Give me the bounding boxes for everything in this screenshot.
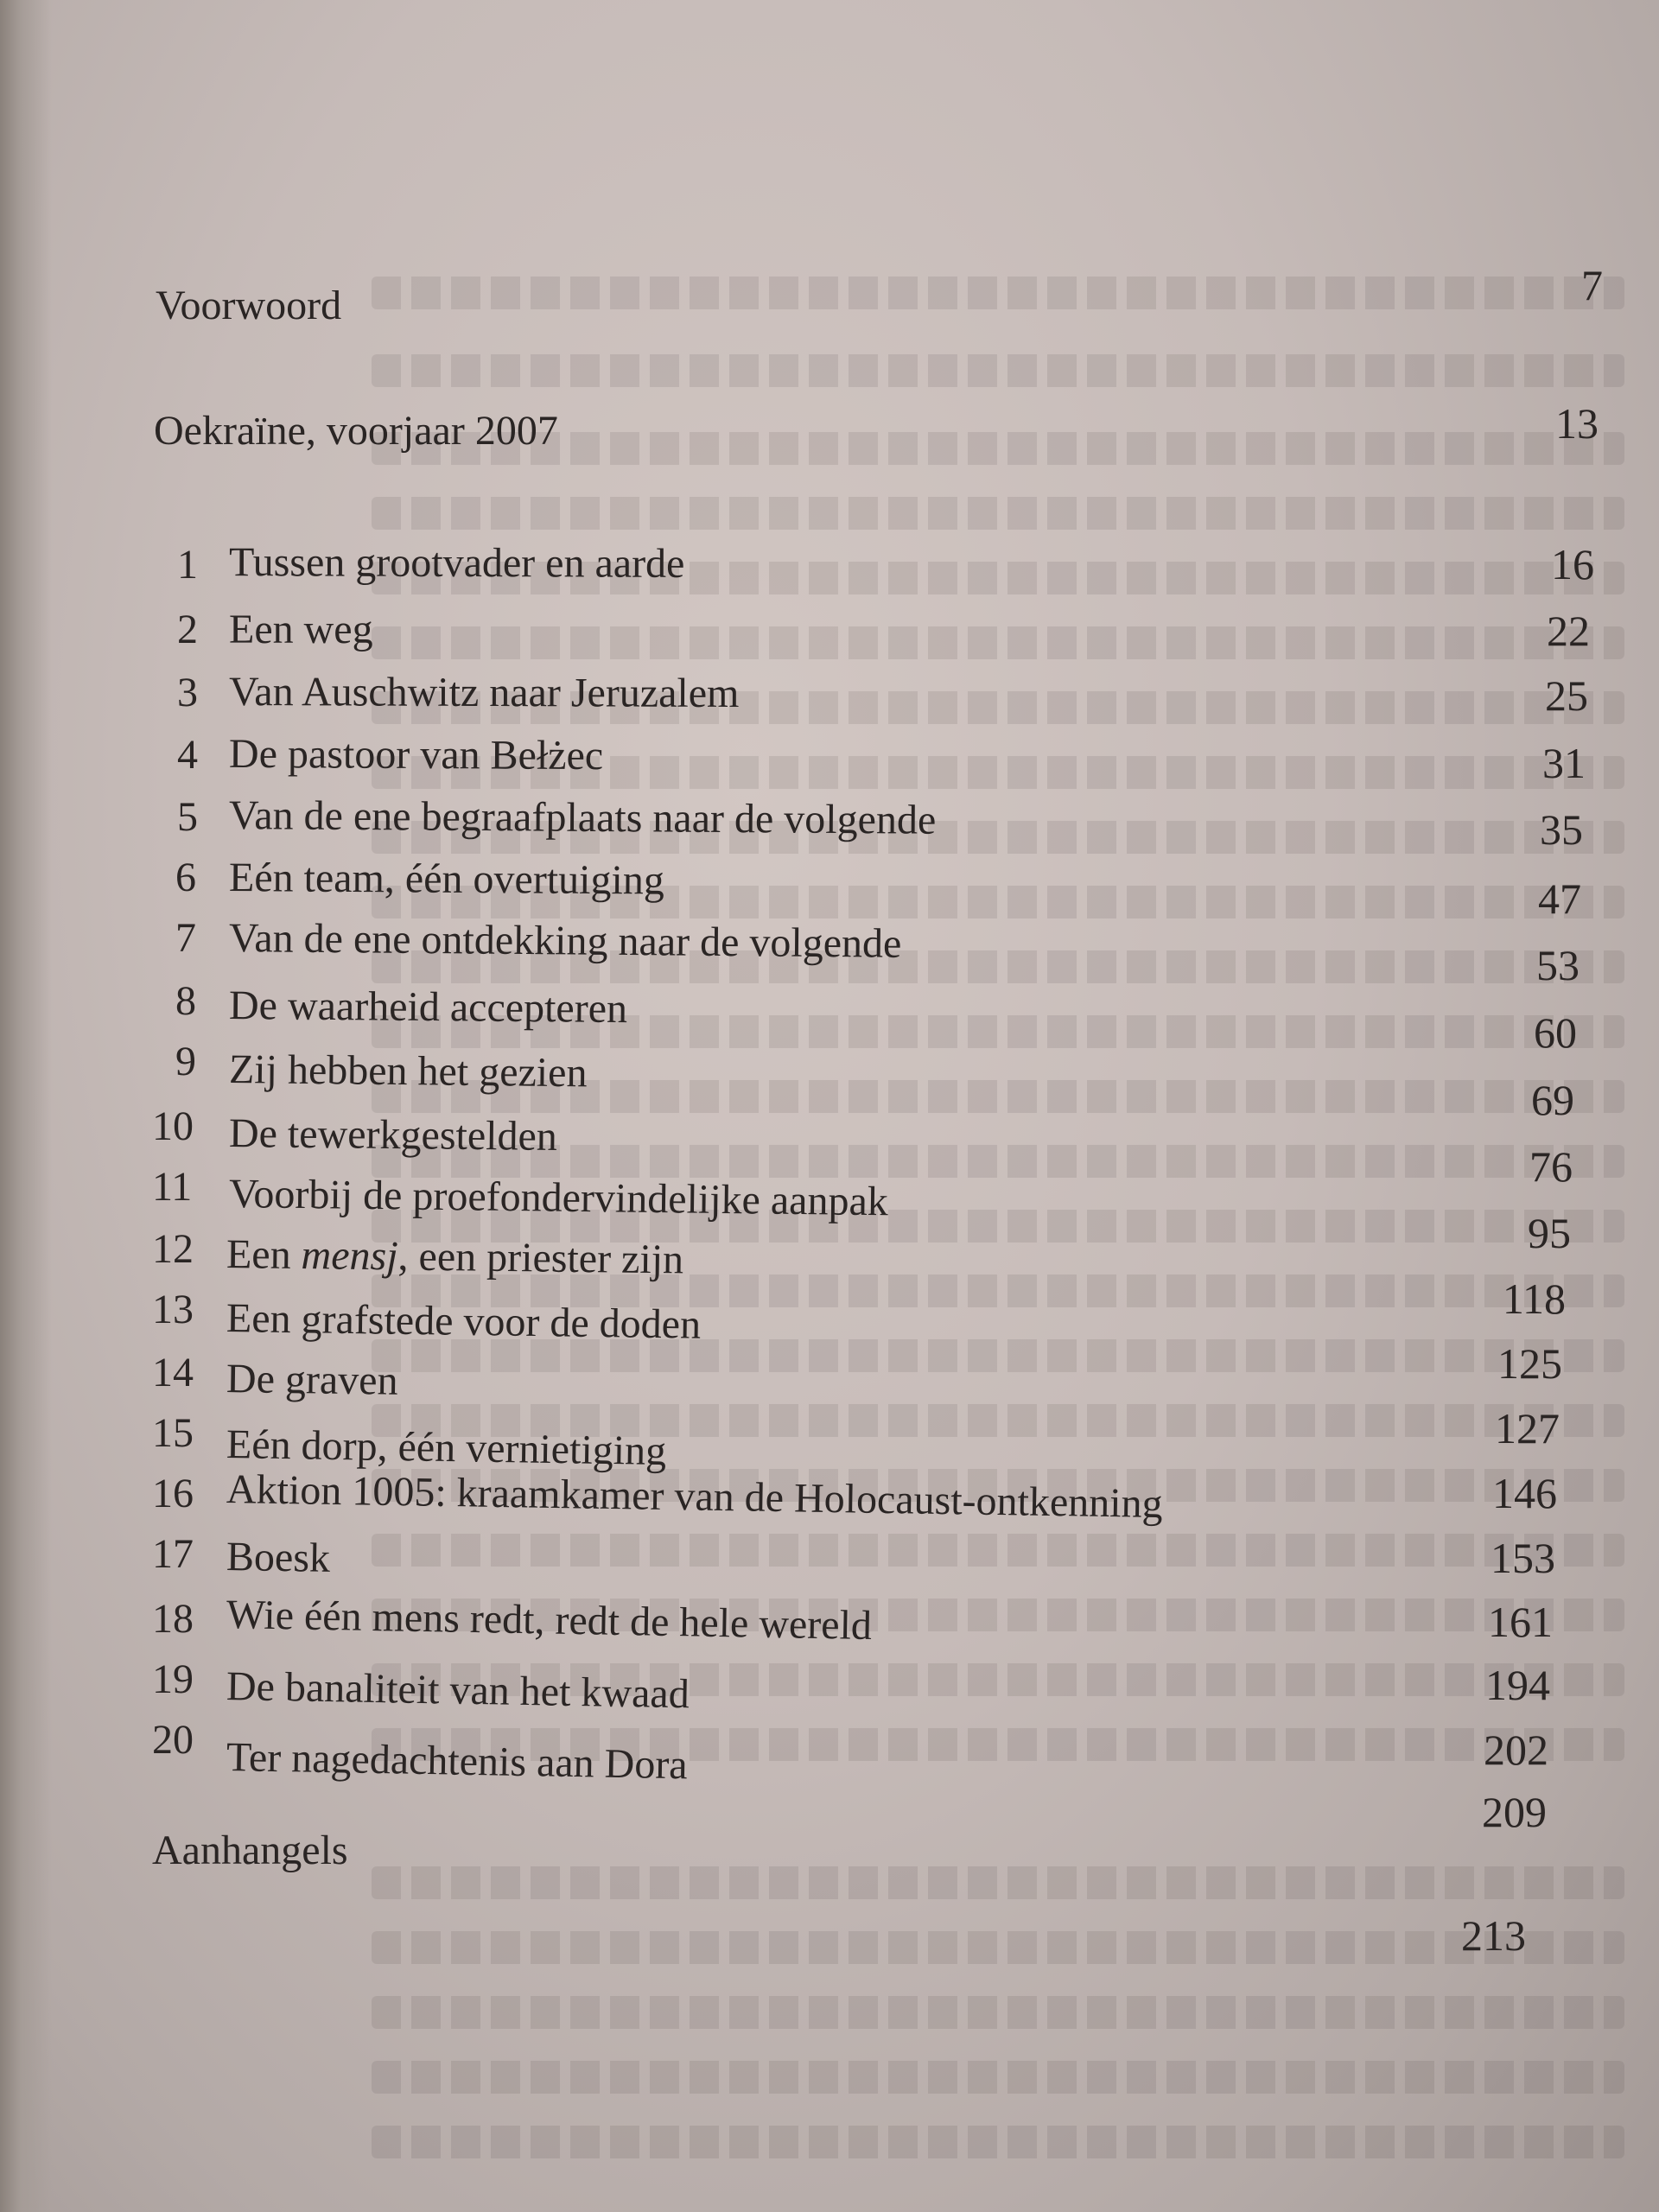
toc-entry-page: 7 — [1581, 261, 1603, 309]
chapter-title: De pastoor van Bełżec — [228, 730, 604, 779]
chapter-title: Wie één mens redt, redt de hele wereld — [226, 1592, 873, 1649]
chapter-title: Een weg — [229, 607, 373, 652]
chapter-title: Van de ene begraafplaats naar de volgende — [228, 792, 937, 843]
chapter-number: 4 — [177, 732, 198, 778]
chapter-number: 13 — [152, 1287, 194, 1332]
chapter-page: 194 — [1485, 1661, 1550, 1709]
chapter-page: 16 — [1551, 540, 1594, 588]
chapter-number: 6 — [175, 855, 196, 900]
chapter-number: 20 — [152, 1717, 194, 1763]
chapter-page: 53 — [1536, 941, 1580, 989]
chapter-number: 17 — [152, 1531, 194, 1577]
chapter-number: 19 — [152, 1656, 194, 1702]
chapter-number: 2 — [177, 607, 198, 652]
chapter-page: 202 — [1484, 1726, 1548, 1774]
chapter-number: 10 — [152, 1103, 194, 1149]
chapter-page: 161 — [1488, 1598, 1553, 1646]
chapter-number: 11 — [152, 1164, 193, 1210]
chapter-page: 95 — [1528, 1209, 1571, 1257]
chapter-title — [226, 1231, 684, 1283]
chapter-page: 125 — [1497, 1339, 1562, 1388]
toc-entry-title: Voorwoord — [156, 283, 342, 328]
chapter-number: 7 — [175, 915, 196, 961]
chapter-title: Eén team, één overtuiging — [228, 855, 664, 904]
chapter-title: Van de ene ontdekking naar de volgende — [228, 915, 902, 967]
chapter-number: 16 — [152, 1471, 194, 1516]
chapter-page: 35 — [1540, 805, 1583, 854]
chapter-title: Van Auschwitz naar Jeruzalem — [228, 668, 740, 717]
chapter-number: 3 — [177, 670, 198, 715]
chapter-title: Voorbij de proefondervindelijke aanpak — [228, 1171, 889, 1225]
chapter-title-italic: mensj — [301, 1232, 398, 1280]
chapter-page: 209 — [1482, 1788, 1547, 1836]
chapter-number: 15 — [152, 1410, 194, 1456]
chapter-title: De tewerkgestelden — [228, 1110, 558, 1160]
chapter-page: 22 — [1547, 607, 1590, 655]
chapter-number: 14 — [152, 1350, 194, 1395]
chapter-title: De banaliteit van het kwaad — [226, 1663, 690, 1718]
chapter-page: 60 — [1534, 1008, 1577, 1057]
chapter-page: 153 — [1491, 1534, 1555, 1582]
chapter-title: Tussen grootvader en aarde — [228, 539, 685, 587]
chapter-title: De graven — [226, 1356, 398, 1404]
chapter-number: 1 — [177, 542, 198, 588]
toc-entry-page: 13 — [1555, 399, 1599, 448]
chapter-number: 18 — [152, 1596, 194, 1642]
toc-entry-page: 213 — [1461, 1911, 1526, 1960]
chapter-page: 127 — [1495, 1404, 1560, 1452]
chapter-number: 12 — [152, 1226, 194, 1272]
chapter-number: 8 — [175, 978, 196, 1024]
chapter-title: Zij hebben het gezien — [228, 1046, 588, 1096]
chapter-number: 5 — [177, 794, 198, 840]
chapter-title: Ter nagedachtenis aan Dora — [226, 1734, 689, 1789]
chapter-title: Een grafstede voor de doden — [226, 1295, 702, 1348]
chapter-page: 69 — [1531, 1076, 1574, 1124]
toc-entry-title: Oekraïne, voorjaar 2007 — [154, 408, 558, 454]
chapter-page: 25 — [1545, 671, 1588, 720]
chapter-title: Eén dorp, één vernietiging — [226, 1421, 667, 1474]
chapter-page: 47 — [1538, 874, 1581, 923]
chapter-page: 31 — [1542, 739, 1586, 787]
chapter-title-prefix: Een — [226, 1231, 302, 1279]
chapter-page: 118 — [1502, 1274, 1566, 1323]
chapter-title: Boesk — [226, 1534, 331, 1581]
chapter-title: De waarheid accepteren — [228, 982, 628, 1033]
chapter-page: 146 — [1492, 1469, 1557, 1517]
chapter-page: 76 — [1529, 1142, 1573, 1191]
chapter-number: 9 — [175, 1039, 196, 1084]
chapter-title-suffix: , een priester zijn — [397, 1233, 684, 1283]
toc-entry-title: Aanhangels — [152, 1827, 348, 1873]
chapter-title: Aktion 1005: kraamkamer van de Holocaust-ontkenning — [226, 1466, 1164, 1528]
